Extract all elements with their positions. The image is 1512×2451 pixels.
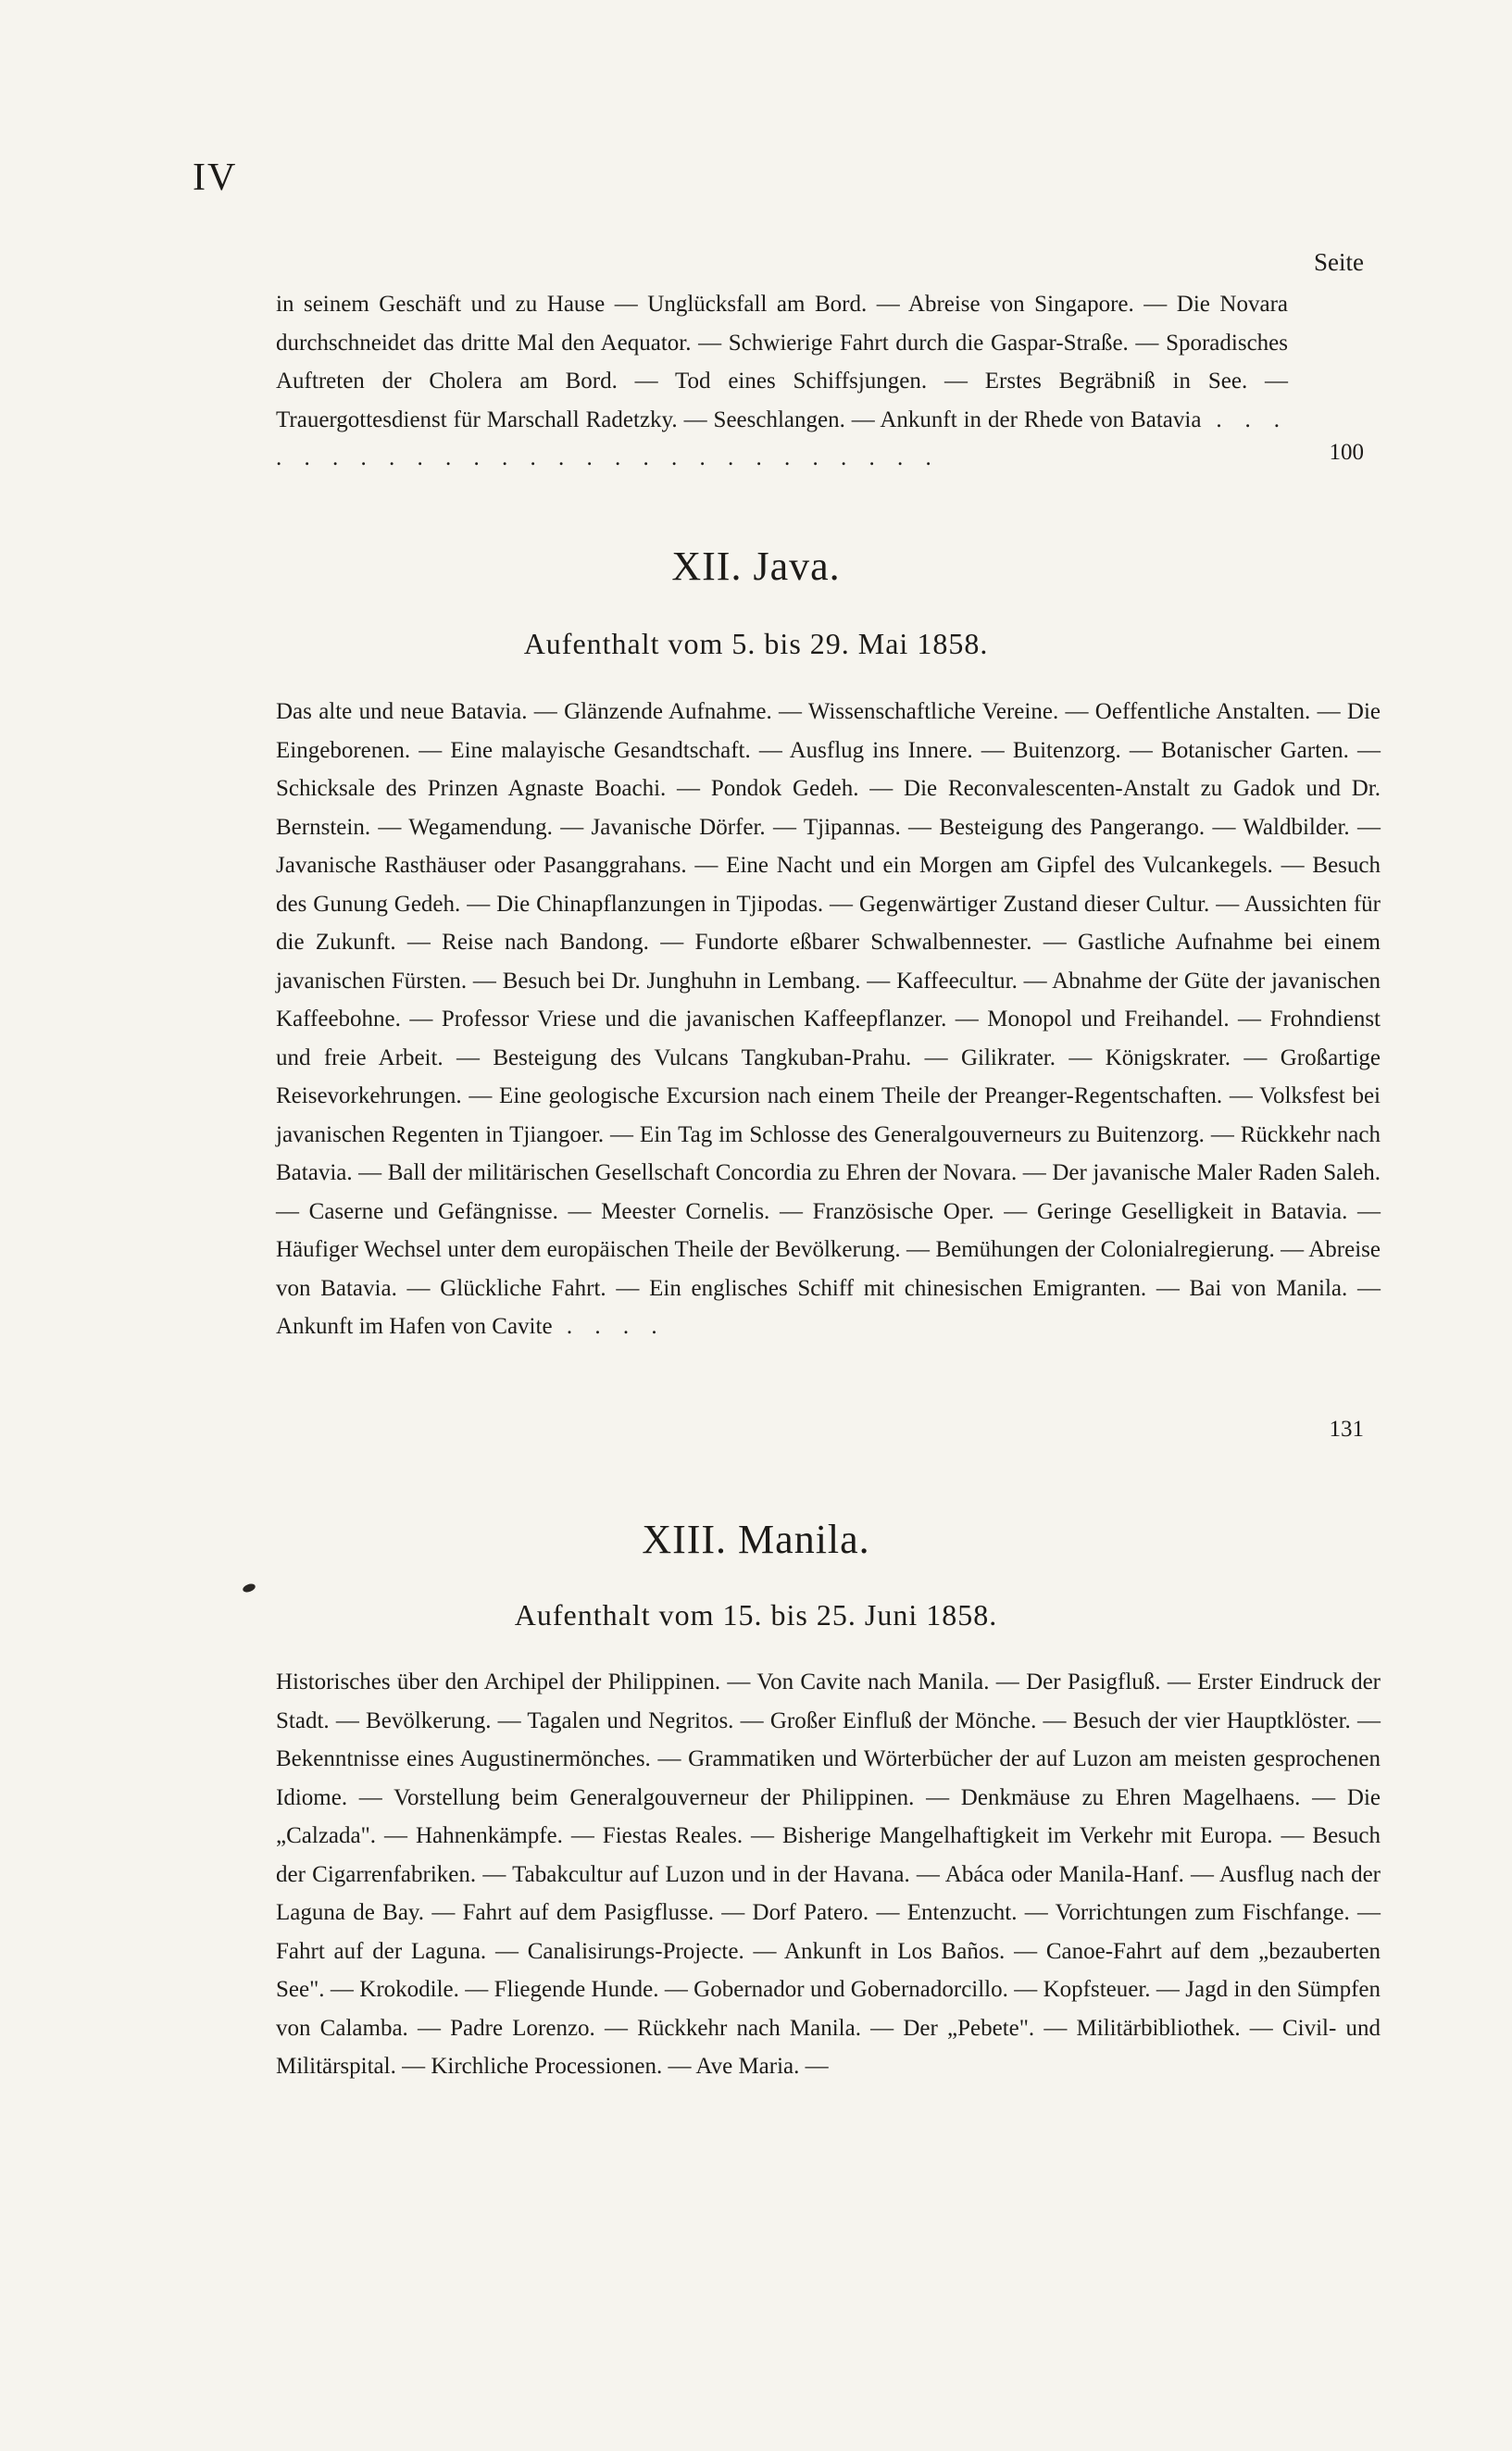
stay-dates-java: Aufenthalt vom 5. bis 29. Mai 1858. [523, 627, 989, 660]
leader-dots: . . . . . . . . . . . . . . . . . . . . . . . . . . . [276, 406, 1288, 470]
entry-chapter-xi-summary [276, 285, 1288, 478]
entry-text: in seinem Geschäft und zu Hause — Unglücksfall am Bord. — Abreise von Singapore. — Die Novara durchschneidet das dritte Mal den Aequator. — Schwierige Fahrt durch die Gaspar-Straße. — Sporadisches Auftreten der Cholera am Bord. — Tod eines Schiffsjungen. — Erstes Begräbniß in See. — Trauergottesdienst für Marschall Radetzky. — Seeschlangen. — Ankunft in der Rhede von Batavia [276, 292, 1288, 432]
chapter-heading-manila: XIII. Manila. [642, 1517, 870, 1562]
entry-page-number: 100 [1329, 440, 1364, 465]
entry-chapter-xiii-summary [183, 1663, 1381, 2086]
entry-chapter-xii-summary [183, 693, 1381, 1346]
entry-page-number: 131 [1329, 1417, 1364, 1442]
chapter-heading-java: XII. Java. [671, 544, 841, 589]
entry-text: Historisches über den Archipel der Philippinen. — Von Cavite nach Manila. — Der Pasigfluß. — Erster Eindruck der Stadt. — Bevölkerung. — Tagalen und Negritos. — Großer Einfluß der Mönche. — Besuch der vier Hauptklöster. — Bekenntnisse eines Augustinermönches. — Grammatiken und Wörterbücher der auf Luzon am meisten gesprochenen Idiome. — Vorstellung beim Generalgouverneur der Philippinen. — Denkmäuse zu Ehren Magelhaens. — Die „Calzada". — Hahnenkämpfe. — Fiestas Reales. — Bisherige Mangelhaftigkeit im Verkehr mit Europa. — Besuch der Cigarrenfabriken. — Tabakcultur auf Luzon und in der Havana. — Abáca oder Manila-Hanf. — Ausflug nach der Laguna de Bay. — Fahrt auf dem Pasigflusse. — Dorf Patero. — Entenzucht. — Vorrichtungen zum Fischfange. — Fahrt auf der Laguna. — Canalisirungs-Projecte. — Ankunft in Los Baños. — Canoe-Fahrt auf dem „bezauberten See". — Krokodile. — Fliegende Hunde. — Gobernador und Gobernadorcillo. — Kopfsteuer. — Jagd in den Sümpfen von Calamba. — Padre Lorenzo. — Rückkehr nach Manila. — Der „Pebete". — Militärbibliothek. — Civil- und Militärspital. — Kirchliche Processionen. — Ave Maria. — [276, 1669, 1381, 2079]
seite-label: Seite [1314, 248, 1364, 276]
stay-dates-manila: Aufenthalt vom 15. bis 25. Juni 1858. [514, 1598, 998, 1632]
leader-dots: . . . . [552, 1314, 666, 1339]
entry-text: Das alte und neue Batavia. — Glänzende Aufnahme. — Wissenschaftliche Vereine. — Oeffentliche Anstalten. — Die Eingeborenen. — Eine malayische Gesandtschaft. — Ausflug ins Innere. — Buitenzorg. — Botanischer Garten. — Schicksale des Prinzen Agnaste Boachi. — Pondok Gedeh. — Die Reconvalescenten-Anstalt zu Gadok und Dr. Bernstein. — Wegamendung. — Javanische Dörfer. — Tjipannas. — Besteigung des Pangerango. — Waldbilder. — Javanische Rasthäuser oder Pasanggrahans. — Eine Nacht und ein Morgen am Gipfel des Vulcankegels. — Besuch des Gunung Gedeh. — Die Chinapflanzungen in Tjipodas. — Gegenwärtiger Zustand dieser Cultur. — Aussichten für die Zukunft. — Reise nach Bandong. — Fundorte eßbarer Schwalbennester. — Gastliche Aufnahme bei einem javanischen Fürsten. — Besuch bei Dr. Junghuhn in Lembang. — Kaffeecultur. — Abnahme der Güte der javanischen Kaffeebohne. — Professor Vriese und die javanischen Kaffeepflanzer. — Monopol und Freihandel. — Frohndienst und freie Arbeit. — Besteigung des Vulcans Tangkuban-Prahu. — Gilikrater. — Königskrater. — Großartige Reisevorkehrungen. — Eine geologische Excursion nach einem Theile der Preanger-Regentschaften. — Volksfest bei javanischen Regenten in Tjiangoer. — Ein Tag im Schlosse des Generalgouverneurs zu Buitenzorg. — Rückkehr nach Batavia. — Ball der militärischen Gesellschaft Concordia zu Ehren der Novara. — Der javanische Maler Raden Saleh. — Caserne und Gefängnisse. — Meester Cornelis. — Französische Oper. — Geringe Geselligkeit in Batavia. — Häufiger Wechsel unter dem europäischen Theile der Bevölkerung. — Bemühungen der Colonialregierung. — Abreise von Batavia. — Glückliche Fahrt. — Ein englisches Schiff mit chinesischen Emigranten. — Bai von Manila. — Ankunft im Hafen von Cavite [276, 699, 1381, 1339]
ink-speck [242, 1582, 256, 1594]
page-number: IV [193, 156, 238, 199]
